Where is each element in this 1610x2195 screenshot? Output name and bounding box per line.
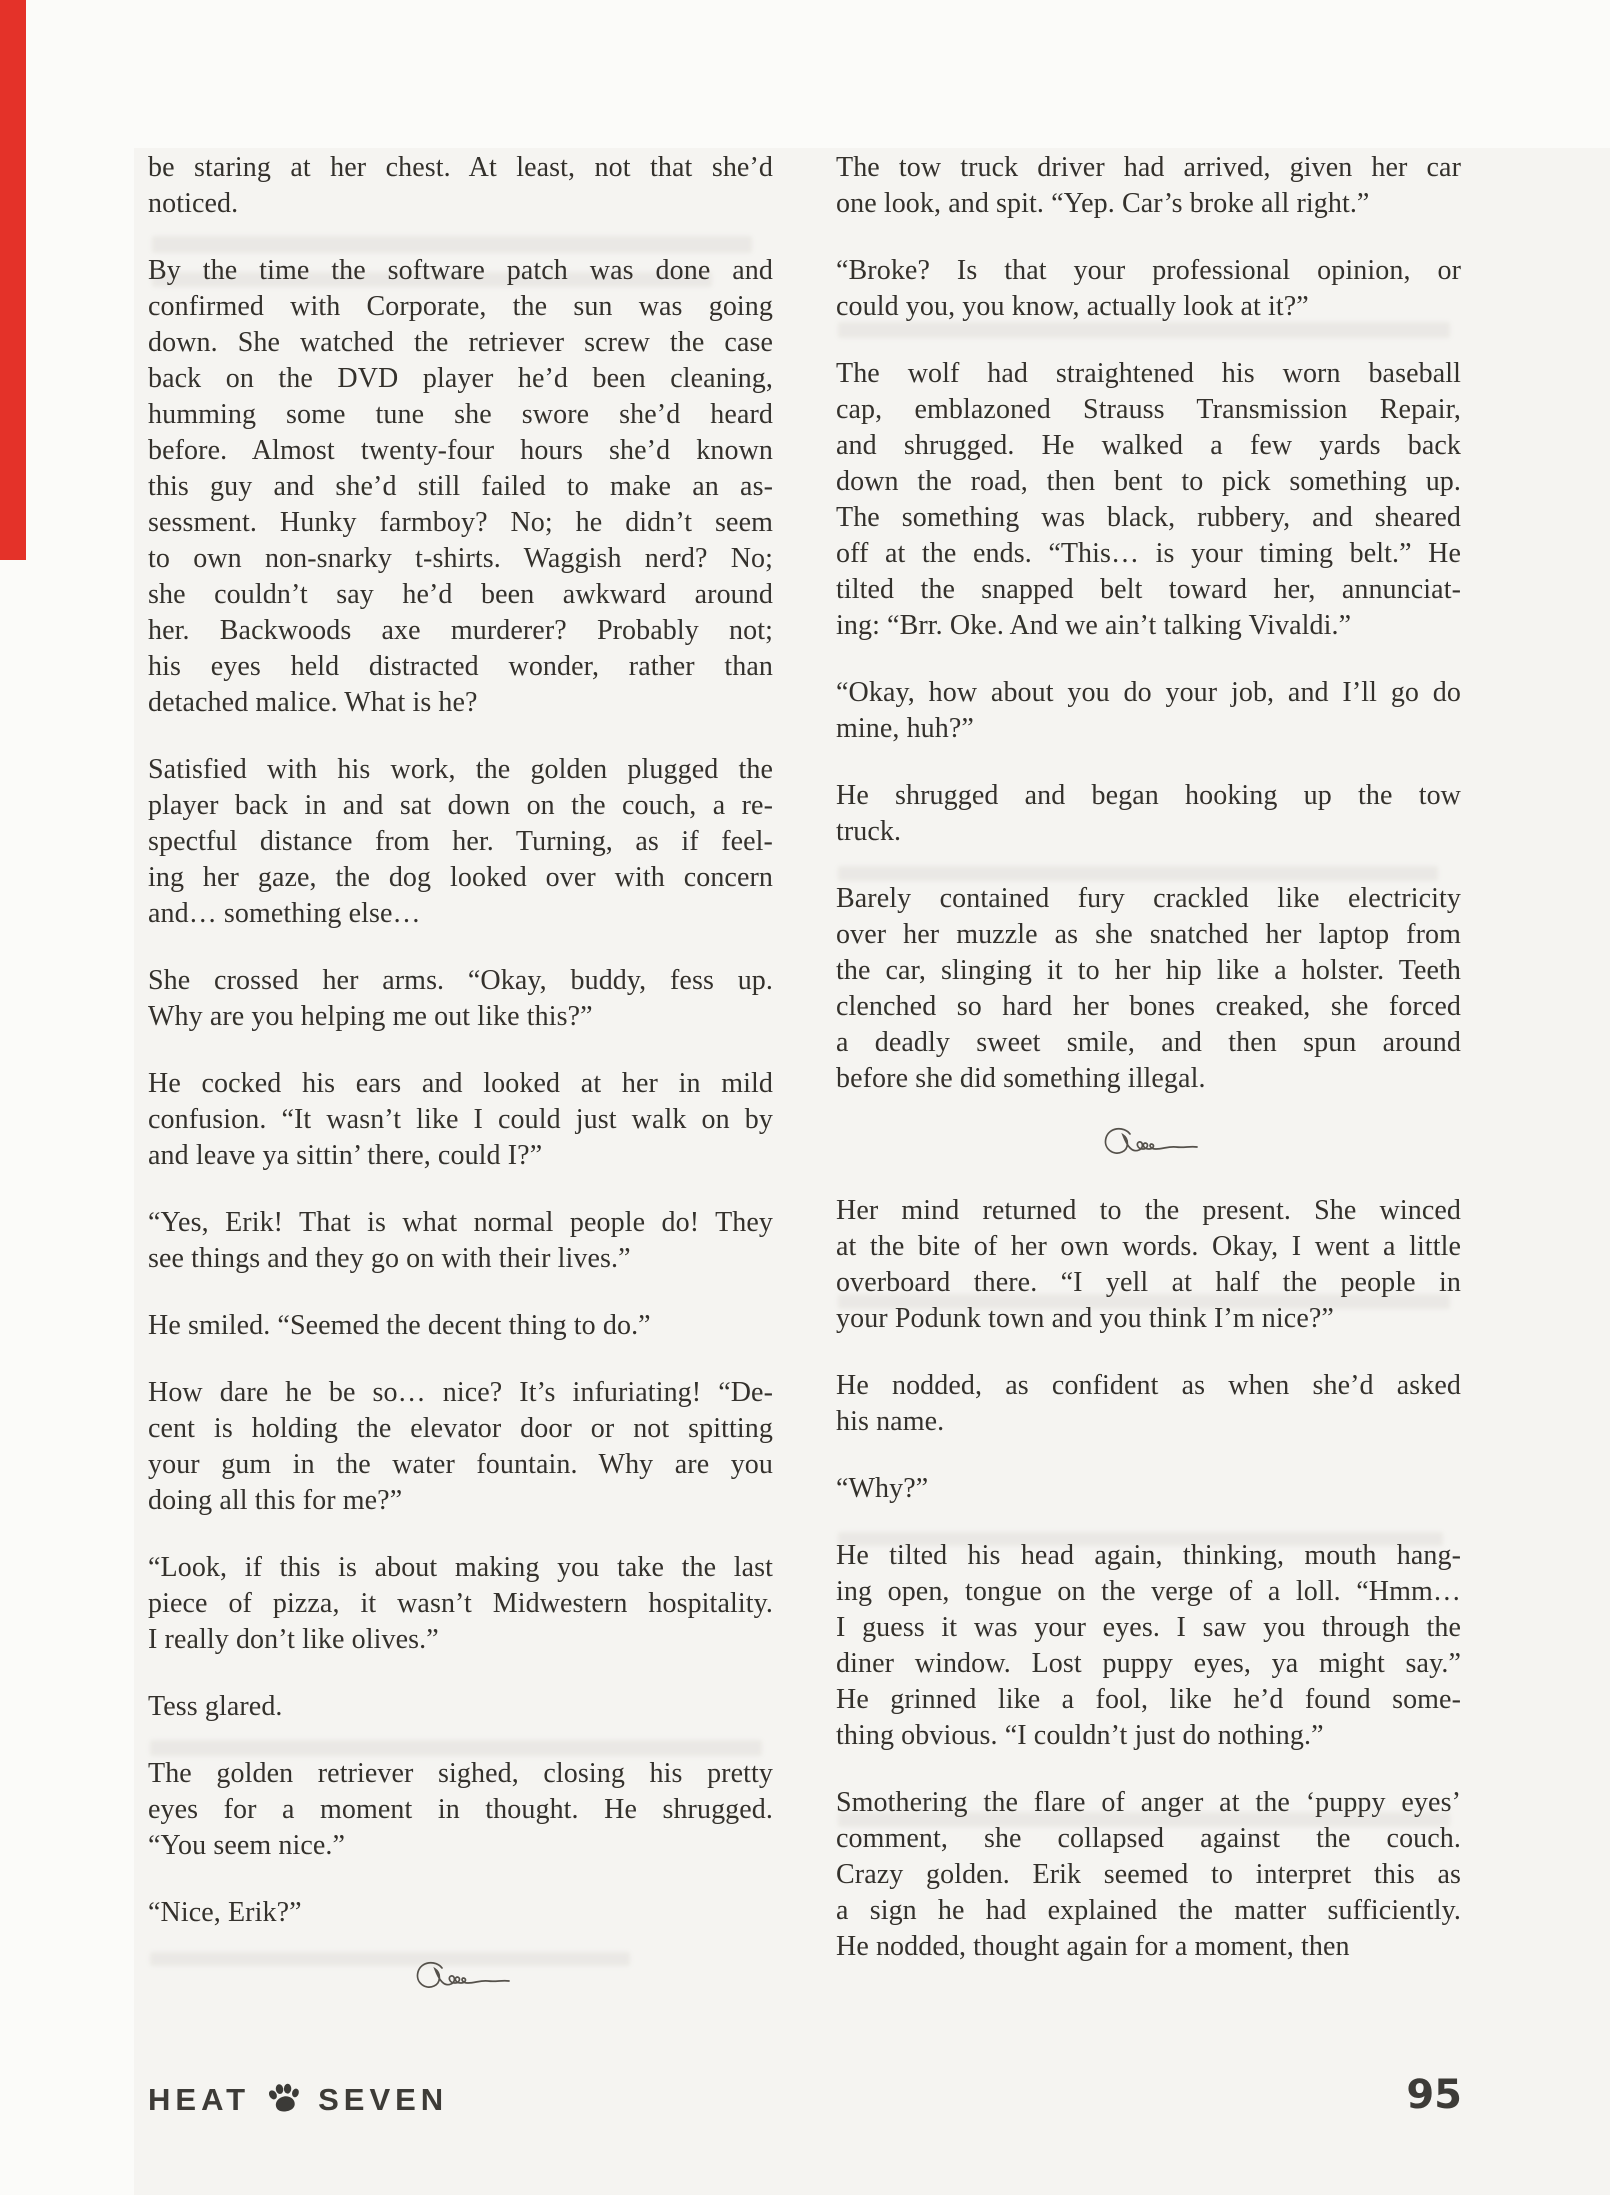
text-line: clenched so hard her bones creaked, she forced [836, 991, 1461, 1022]
text-line: his eyes held distracted wonder, rather than [148, 651, 773, 682]
text-line: confusion. “It wasn’t like I could just walk on by [148, 1104, 773, 1135]
text-line: cent is holding the elevator door or not spitting [148, 1413, 773, 1444]
spine-strip [0, 0, 26, 560]
text-line: cap, emblazoned Strauss Transmission Repair, [836, 394, 1461, 425]
paragraph [836, 253, 1461, 325]
text-line: see things and they go on with their lives.” [148, 1243, 631, 1274]
text-line: “Broke? Is that your professional opinion, or [836, 255, 1461, 286]
text-line: and shrugged. He walked a few yards back [836, 430, 1461, 461]
text-line: confirmed with Corporate, the sun was going [148, 291, 773, 322]
page-number: 95 [1406, 2072, 1462, 2118]
text-line: sessment. Hunky farmboy? No; he didn’t seem [148, 507, 773, 538]
text-line: detached malice. What is he? [148, 687, 478, 718]
paragraph [148, 963, 773, 1035]
text-line: over her muzzle as she snatched her laptop from [836, 919, 1461, 950]
text-line: ing her gaze, the dog looked over with concern [148, 862, 773, 893]
text-line: Tess glared. [148, 1691, 283, 1722]
text-line: “Yes, Erik! That is what normal people do! They [148, 1207, 773, 1238]
text-line: He smiled. “Seemed the decent thing to do.” [148, 1310, 651, 1341]
paragraph [148, 1756, 773, 1864]
right-column [836, 150, 1461, 1996]
text-line: thing obvious. “I couldn’t just do nothing.” [836, 1720, 1324, 1751]
text-line: Satisfied with his work, the golden plugged the [148, 754, 773, 785]
text-line: Smothering the flare of anger at the ‘puppy eyes’ [836, 1787, 1461, 1818]
paragraph [148, 1066, 773, 1174]
text-line: doing all this for me?” [148, 1485, 403, 1516]
scene-break-squiggle [836, 1122, 1461, 1162]
paragraph [148, 253, 773, 721]
paragraph [148, 1375, 773, 1519]
text-line: Her mind returned to the present. She winced [836, 1195, 1461, 1226]
text-line: Crazy golden. Erik seemed to interpret this as [836, 1859, 1461, 1890]
paragraph [836, 150, 1461, 222]
left-column [148, 150, 773, 2027]
text-line: He tilted his head again, thinking, mouth hang- [836, 1540, 1461, 1571]
text-line: noticed. [148, 188, 239, 219]
paragraph [148, 752, 773, 932]
text-line: How dare he be so… nice? It’s infuriating! “De- [148, 1377, 773, 1408]
text-line: He grinned like a fool, like he’d found some- [836, 1684, 1461, 1715]
paragraph [836, 1368, 1461, 1440]
text-line: be staring at her chest. At least, not that she’d [148, 152, 773, 183]
text-line: back on the DVD player he’d been cleaning, [148, 363, 773, 394]
paragraph [148, 150, 773, 222]
text-line: The wolf had straightened his worn baseball [836, 358, 1461, 389]
text-line: ing: “Brr. Oke. And we ain’t talking Vivaldi.” [836, 610, 1352, 641]
paragraph [836, 675, 1461, 747]
footer-series-title-left: HEAT [148, 2082, 251, 2117]
text-line: He shrugged and began hooking up the tow [836, 780, 1461, 811]
text-line: He cocked his ears and looked at her in mild [148, 1068, 773, 1099]
text-line: before. Almost twenty-four hours she’d known [148, 435, 773, 466]
paragraph [836, 1471, 1461, 1507]
text-line: this guy and she’d still failed to make an as- [148, 471, 773, 502]
text-line: a sign he had explained the matter sufficiently. [836, 1895, 1461, 1926]
text-line: “Nice, Erik?” [148, 1897, 302, 1928]
text-line: piece of pizza, it wasn’t Midwestern hospitality. [148, 1588, 773, 1619]
paragraph [148, 1205, 773, 1277]
text-line: could you, you know, actually look at it?” [836, 291, 1309, 322]
text-line: at the bite of her own words. Okay, I went a little [836, 1231, 1461, 1262]
text-line: Why are you helping me out like this?” [148, 1001, 593, 1032]
text-line: I guess it was your eyes. I saw you through the [836, 1612, 1461, 1643]
text-line: the car, slinging it to her hip like a holster. Teeth [836, 955, 1461, 986]
paragraph [836, 356, 1461, 644]
paragraph [148, 1895, 773, 1931]
text-line: “You seem nice.” [148, 1830, 346, 1861]
paragraph [836, 1785, 1461, 1965]
paragraph [836, 778, 1461, 850]
text-line: and… something else… [148, 898, 421, 929]
text-line: down. She watched the retriever screw the case [148, 327, 773, 358]
text-line: diner window. Lost puppy eyes, ya might say.” [836, 1648, 1461, 1679]
text-line: truck. [836, 816, 902, 847]
text-line: The golden retriever sighed, closing his pretty [148, 1758, 773, 1789]
text-line: The tow truck driver had arrived, given her car [836, 152, 1461, 183]
text-line: player back in and sat down on the couch, a re- [148, 790, 773, 821]
text-line: He nodded, as confident as when she’d asked [836, 1370, 1461, 1401]
text-line: I really don’t like olives.” [148, 1624, 439, 1655]
text-line: “Okay, how about you do your job, and I’ll go do [836, 677, 1461, 708]
text-line: “Why?” [836, 1473, 929, 1504]
text-line: She crossed her arms. “Okay, buddy, fess up. [148, 965, 773, 996]
paragraph [836, 1538, 1461, 1754]
text-line: tilted the snapped belt toward her, annunciat- [836, 574, 1461, 605]
text-line: spectful distance from her. Turning, as if feel- [148, 826, 773, 857]
text-line: Barely contained fury crackled like electricity [836, 883, 1461, 914]
text-line: overboard there. “I yell at half the people in [836, 1267, 1461, 1298]
squiggle-icon [1094, 1122, 1204, 1162]
text-line: down the road, then bent to pick something up. [836, 466, 1461, 497]
text-line: to own non-snarky t-shirts. Waggish nerd? No; [148, 543, 773, 574]
text-line: off at the ends. “This… is your timing belt.” He [836, 538, 1461, 569]
paragraph [148, 1689, 773, 1725]
paragraph [836, 881, 1461, 1097]
text-line: your Podunk town and you think I’m nice?” [836, 1303, 1334, 1334]
text-line: her. Backwoods axe murderer? Probably not; [148, 615, 773, 646]
text-line: comment, she collapsed against the couch. [836, 1823, 1461, 1854]
paw-icon [263, 2079, 305, 2125]
text-line: before she did something illegal. [836, 1063, 1206, 1094]
footer [148, 2080, 448, 2120]
text-line: she couldn’t say he’d been awkward around [148, 579, 773, 610]
paragraph [148, 1308, 773, 1344]
text-line: He nodded, thought again for a moment, then [836, 1931, 1350, 1962]
text-line: humming some tune she swore she’d heard [148, 399, 773, 430]
footer-series-title-right: SEVEN [318, 2082, 449, 2117]
text-line: mine, huh?” [836, 713, 974, 744]
text-line: a deadly sweet smile, and then spun around [836, 1027, 1461, 1058]
text-line: ing open, tongue on the verge of a loll. “Hmm… [836, 1576, 1461, 1607]
squiggle-icon [406, 1956, 516, 1996]
text-line: “Look, if this is about making you take the last [148, 1552, 773, 1583]
scene-break-squiggle [148, 1956, 773, 1996]
text-line: and leave ya sittin’ there, could I?” [148, 1140, 543, 1171]
text-line: The something was black, rubbery, and sheared [836, 502, 1461, 533]
text-line: one look, and spit. “Yep. Car’s broke all right.” [836, 188, 1370, 219]
text-line: your gum in the water fountain. Why are you [148, 1449, 773, 1480]
paragraph [148, 1550, 773, 1658]
paragraph [836, 1193, 1461, 1337]
text-line: eyes for a moment in thought. He shrugged. [148, 1794, 773, 1825]
text-line: his name. [836, 1406, 945, 1437]
text-line: By the time the software patch was done and [148, 255, 773, 286]
